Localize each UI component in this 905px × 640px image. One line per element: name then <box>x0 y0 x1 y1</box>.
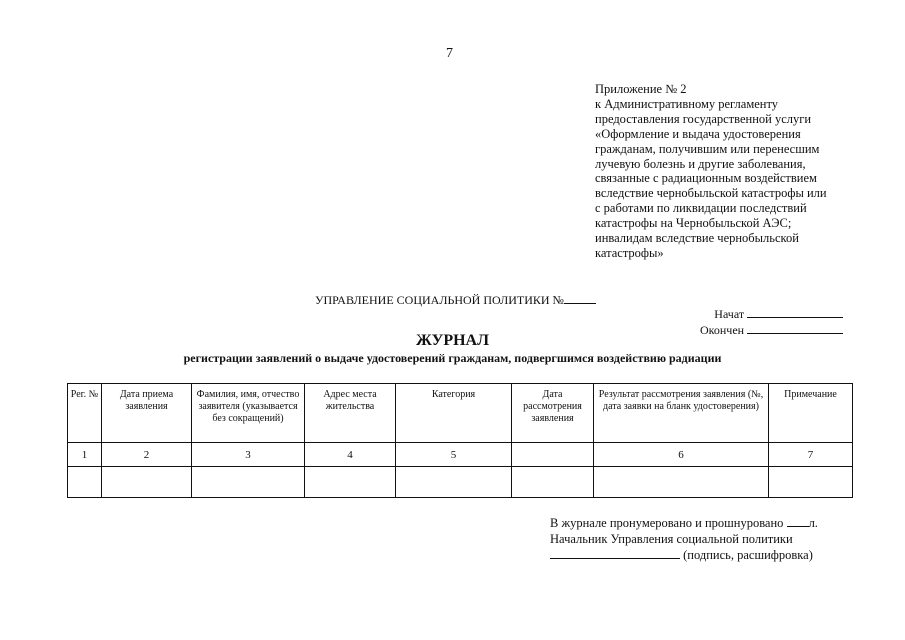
footer-certification <box>550 515 818 564</box>
table-number-cell: 6 <box>594 443 769 467</box>
page-number: 7 <box>446 46 453 61</box>
start-date-blank <box>747 306 843 318</box>
appendix-line: вследствие чернобыльской катастрофы или <box>595 186 827 201</box>
table-cell <box>68 467 102 498</box>
table-number-cell: 2 <box>102 443 192 467</box>
appendix-line: катастрофы на Чернобыльской АЭС; <box>595 216 792 231</box>
department-label: УПРАВЛЕНИЕ СОЦИАЛЬНОЙ ПОЛИТИКИ № <box>315 293 564 307</box>
table-number-cell <box>512 443 594 467</box>
appendix-line: «Оформление и выдача удостоверения <box>595 126 801 141</box>
appendix-line: гражданам, получившим или перенесшим <box>595 141 820 156</box>
table-number-cell: 7 <box>769 443 853 467</box>
appendix-line: с работами по ликвидации последствий <box>595 201 807 216</box>
table-header-cell: Фамилия, имя, отчество заявителя (указывается без сокращений) <box>192 384 305 443</box>
pages-suffix: л. <box>808 516 818 530</box>
table-number-cell: 5 <box>396 443 512 467</box>
table-number-row <box>68 443 853 467</box>
table-row <box>68 467 853 498</box>
start-date-line <box>700 306 843 322</box>
table-cell <box>594 467 769 498</box>
table-header-cell: Адрес места жительства <box>305 384 396 443</box>
table-header-row <box>68 384 853 443</box>
table-cell <box>102 467 192 498</box>
appendix-line: катастрофы» <box>595 245 664 260</box>
table-header-cell: Дата рассмотрения заявления <box>512 384 594 443</box>
table-header-cell: Категория <box>396 384 512 443</box>
head-title: Начальник Управления социальной политики <box>550 531 793 546</box>
department-number-blank <box>564 293 596 304</box>
table-header-cell: Примечание <box>769 384 853 443</box>
appendix-line: инвалидам вследствие чернобыльской <box>595 231 799 246</box>
appendix-line: Приложение № 2 <box>595 82 687 96</box>
department-line <box>315 293 596 308</box>
table-number-cell: 1 <box>68 443 102 467</box>
table-cell <box>192 467 305 498</box>
table-cell <box>396 467 512 498</box>
table-header-cell: Рег. № <box>68 384 102 443</box>
appendix-line: связанные с радиационным воздействием <box>595 171 817 186</box>
end-date-label: Окончен <box>700 323 745 337</box>
table-cell <box>305 467 396 498</box>
registration-table <box>67 383 853 498</box>
table-number-cell: 4 <box>305 443 396 467</box>
table-cell <box>769 467 853 498</box>
appendix-line: лучевую болезнь и другие заболевания, <box>595 156 806 171</box>
start-date-label: Начат <box>714 307 745 321</box>
numbered-line <box>550 515 818 532</box>
numbered-label: В журнале пронумеровано и прошнуровано <box>550 516 784 530</box>
appendix-line: предоставления государственной услуги <box>595 111 812 126</box>
table-cell <box>512 467 594 498</box>
signature-blank <box>550 547 680 559</box>
appendix-note <box>595 82 865 261</box>
signature-hint: (подпись, расшифровка) <box>683 548 813 562</box>
journal-title: ЖУРНАЛ <box>415 332 490 349</box>
table-number-cell: 3 <box>192 443 305 467</box>
table-header-cell: Результат рассмотрения заявления (№, дата заявки на бланк удостоверения) <box>594 384 769 443</box>
appendix-line: к Административному регламенту <box>595 96 779 111</box>
journal-subtitle: регистрации заявлений о выдаче удостоверений гражданам, подвергшимся воздействию радиации <box>183 351 722 365</box>
table-header-cell: Дата приема заявления <box>102 384 192 443</box>
page-count-blank <box>787 515 809 527</box>
signature-line <box>550 547 818 564</box>
